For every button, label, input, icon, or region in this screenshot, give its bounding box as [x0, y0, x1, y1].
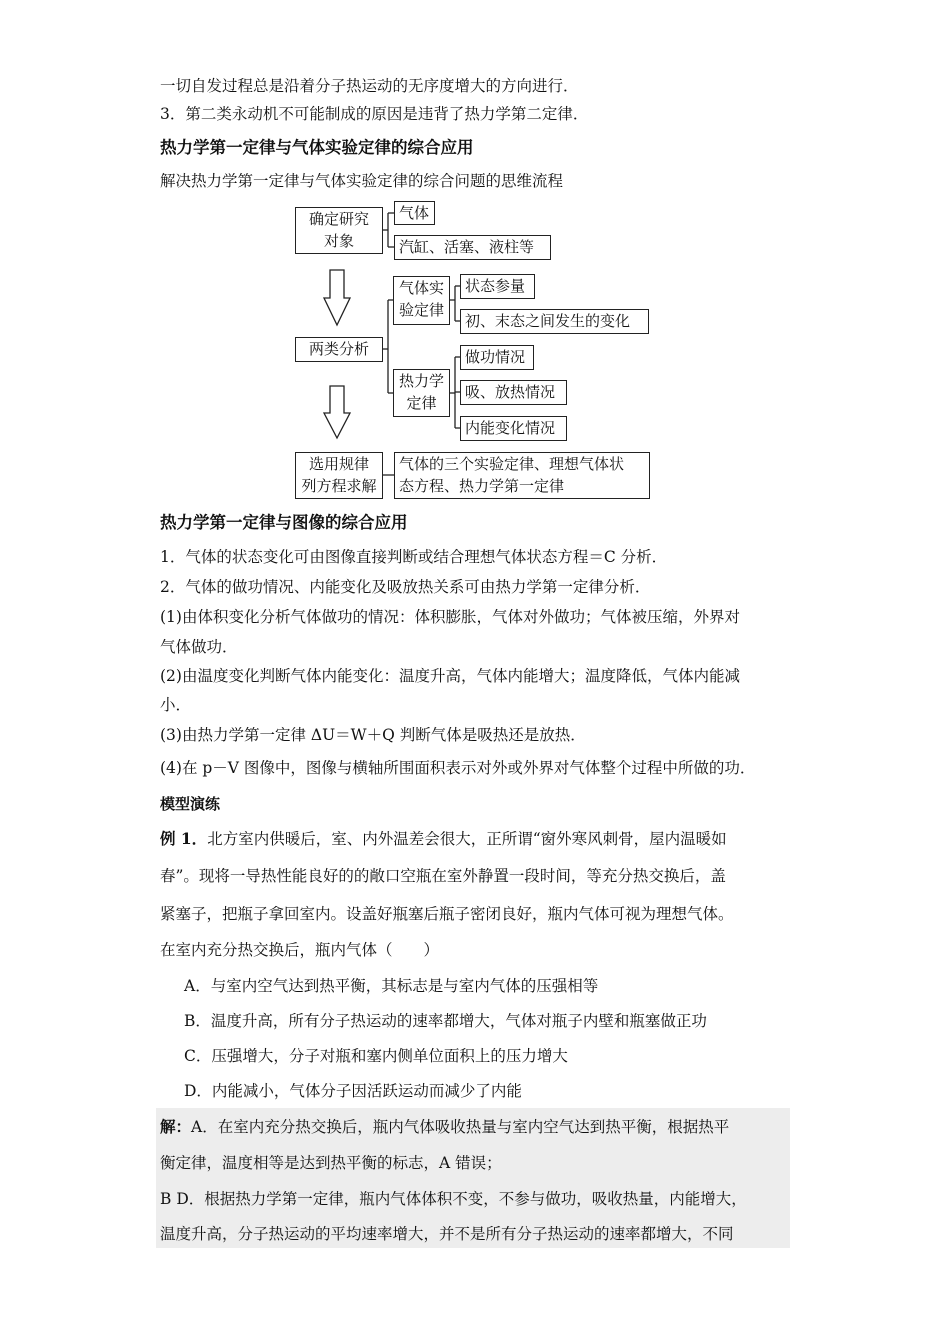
- flow-box-gas-law: [393, 276, 450, 325]
- section-heading: 热力学第一定律与气体实验定律的综合应用: [160, 138, 474, 157]
- text-line: (1)由体积变化分析气体做功的情况：体积膨胀，气体对外做功；气体被压缩，外界对: [160, 608, 740, 626]
- solution-line: B D．根据热力学第一定律，瓶内气体体积不变，不参与做功，吸收热量，内能增大，: [160, 1190, 747, 1208]
- flow-box-state-params: 状态参量: [460, 274, 535, 299]
- text-line: 2．气体的做功情况、内能变化及吸放热关系可由热力学第一定律分析．: [160, 578, 651, 596]
- solution-line: 衡定律，温度相等是达到热平衡的标志，A 错误；: [160, 1154, 502, 1172]
- section-heading: 热力学第一定律与图像的综合应用: [160, 513, 408, 532]
- solution-label: 解：: [160, 1117, 192, 1136]
- example-text: 北方室内供暖后，室、内外温差会很大，正所谓“窗外寒风刺骨，屋内温暖如: [207, 830, 727, 848]
- flow-box-work: 做功情况: [460, 345, 534, 370]
- option-a: A．与室内空气达到热平衡，其标志是与室内气体的压强相等: [184, 977, 599, 995]
- text-line: 3．第二类永动机不可能制成的原因是违背了热力学第二定律．: [160, 105, 589, 123]
- text-line: 气体做功．: [160, 638, 238, 656]
- option-d: D．内能减小，气体分子因活跃运动而减少了内能: [184, 1082, 522, 1100]
- flow-box-research-object: [295, 207, 383, 254]
- flow-box-gas: 气体: [394, 201, 435, 225]
- flow-box-thermo-law: [393, 369, 450, 417]
- option-b: B．温度升高，所有分子热运动的速率都增大，气体对瓶子内壁和瓶塞做正功: [184, 1012, 707, 1030]
- flowchart-connectors: [0, 0, 950, 520]
- flow-box-line: 气体的三个实验定律、理想气体状: [399, 455, 625, 473]
- text-line: 小．: [160, 696, 192, 714]
- flow-box-line: 气体实: [398, 279, 444, 297]
- flow-box-heat: 吸、放热情况: [460, 380, 567, 405]
- flow-box-two-analyses: 两类分析: [295, 337, 383, 362]
- flow-box-line: 列方程求解: [301, 477, 377, 495]
- subsection-heading: 模型演练: [160, 795, 221, 813]
- solution-line: 温度升高，分子热运动的平均速率增大，并不是所有分子热运动的速率都增大，不同: [160, 1225, 734, 1243]
- flow-box-line: 对象: [323, 232, 354, 250]
- flow-box-line: 选用规律: [308, 455, 369, 473]
- text-line: 1．气体的状态变化可由图像直接判断或结合理想气体状态方程＝C 分析．: [160, 548, 668, 566]
- flow-box-laws: [394, 452, 650, 499]
- flow-box-solve: [295, 452, 383, 499]
- example-line: 在室内充分热交换后，瓶内气体（ ）: [160, 941, 440, 959]
- flow-box-line: 热力学: [398, 372, 444, 390]
- solution-text: A．在室内充分热交换后，瓶内气体吸收热量与室内空气达到热平衡，根据热平: [191, 1118, 730, 1136]
- text-line: 解决热力学第一定律与气体实验定律的综合问题的思维流程: [160, 172, 564, 190]
- flow-box-line: 态方程、热力学第一定律: [399, 477, 565, 495]
- option-c: C．压强增大，分子对瓶和塞内侧单位面积上的压力增大: [184, 1047, 568, 1065]
- text-line: (2)由温度变化判断气体内能变化：温度升高，气体内能增大；温度降低，气体内能减: [160, 667, 740, 685]
- flow-box-container: 汽缸、活塞、液柱等: [394, 235, 551, 260]
- flow-box-state-change: 初、末态之间发生的变化: [460, 309, 649, 334]
- text-line: 一切自发过程总是沿着分子热运动的无序度增大的方向进行．: [160, 77, 579, 95]
- flow-box-line: 验定律: [398, 301, 444, 319]
- solution-line: [160, 1117, 729, 1137]
- text-line: (4)在 p－V 图像中，图像与横轴所围面积表示对外或外界对气体整个过程中所做的功．: [160, 759, 756, 777]
- example-label: 例 1．: [160, 829, 208, 848]
- example-line: 紧塞子，把瓶子拿回室内。设盖好瓶塞后瓶子密闭良好，瓶内气体可视为理想气体。: [160, 905, 734, 923]
- example-line: [160, 829, 727, 849]
- example-line: 春”。现将一导热性能良好的的敞口空瓶在室外静置一段时间，等充分热交换后，盖: [160, 867, 726, 885]
- flow-box-internal-energy: 内能变化情况: [460, 416, 567, 441]
- flow-box-line: 确定研究: [308, 210, 369, 228]
- flow-box-line: 定律: [406, 394, 437, 412]
- text-line: (3)由热力学第一定律 ΔU＝W＋Q 判断气体是吸热还是放热．: [160, 726, 586, 744]
